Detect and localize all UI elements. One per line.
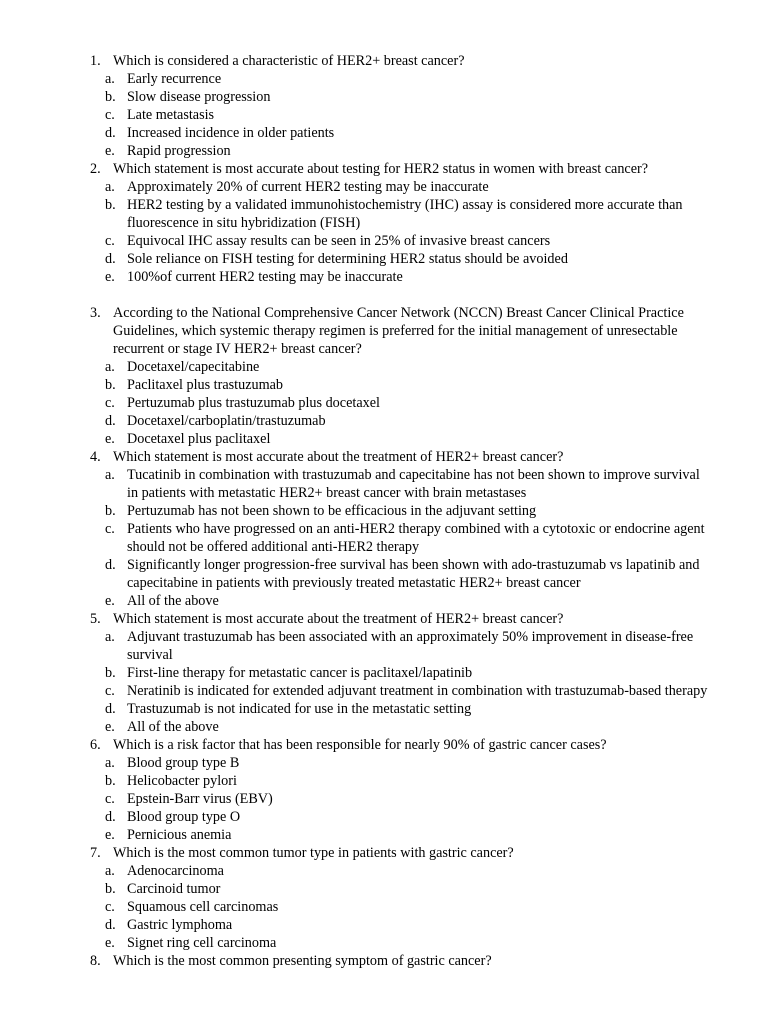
option-text: Patients who have progressed on an anti-HER2 therapy combined with a cytotoxic or endocrine agent should not be offered additional anti-HER2 therapy (127, 521, 705, 555)
question-number: 8. (90, 953, 101, 969)
option-letter: b. (105, 773, 116, 789)
question-6 (0, 736, 768, 754)
answer-option (0, 376, 768, 394)
option-text: Gastric lymphoma (127, 917, 233, 933)
question-7 (0, 844, 768, 862)
option-letter: c. (105, 233, 115, 249)
option-letter: d. (105, 809, 116, 825)
answer-option (0, 412, 768, 430)
option-text: Adjuvant trastuzumab has been associated with an approximately 50% improvement in disease-free survival (127, 629, 694, 663)
answer-option (0, 70, 768, 88)
answer-option (0, 520, 768, 556)
answer-option (0, 898, 768, 916)
answer-option (0, 700, 768, 718)
answer-option (0, 664, 768, 682)
option-letter: b. (105, 89, 116, 105)
answer-option (0, 358, 768, 376)
answer-option (0, 430, 768, 448)
answer-option (0, 142, 768, 160)
answer-option (0, 862, 768, 880)
option-letter: c. (105, 521, 115, 537)
answer-option (0, 718, 768, 736)
option-letter: a. (105, 467, 115, 483)
blank-line (0, 286, 768, 304)
option-letter: e. (105, 593, 115, 609)
option-text: Epstein-Barr virus (EBV) (127, 791, 273, 807)
option-text: Docetaxel/carboplatin/trastuzumab (127, 413, 326, 429)
answer-option (0, 556, 768, 592)
option-letter: d. (105, 251, 116, 267)
question-number: 3. (90, 305, 101, 321)
option-text: Pertuzumab has not been shown to be efficacious in the adjuvant setting (127, 503, 537, 519)
option-text: Increased incidence in older patients (127, 125, 335, 141)
option-letter: a. (105, 863, 115, 879)
answer-option (0, 106, 768, 124)
answer-option (0, 592, 768, 610)
option-letter: c. (105, 395, 115, 411)
option-letter: d. (105, 917, 116, 933)
answer-option (0, 232, 768, 250)
answer-option (0, 178, 768, 196)
question-1 (0, 52, 768, 70)
option-text: Paclitaxel plus trastuzumab (127, 377, 284, 393)
option-letter: e. (105, 143, 115, 159)
option-text: Tucatinib in combination with trastuzumab and capecitabine has not been shown to improve survival in patients with metastatic HER2+ breast cancer with brain metastases (127, 467, 700, 501)
answer-option (0, 754, 768, 772)
answer-option (0, 268, 768, 286)
question-text: Which is a risk factor that has been responsible for nearly 90% of gastric cancer cases? (113, 737, 607, 753)
option-letter: c. (105, 107, 115, 123)
answer-option (0, 628, 768, 664)
option-text: Blood group type O (127, 809, 241, 825)
option-letter: b. (105, 881, 116, 897)
answer-option (0, 88, 768, 106)
option-text: Significantly longer progression-free survival has been shown with ado-trastuzumab vs lapatinib and capecitabine in patients with previously treated metastatic HER2+ breast cancer (127, 557, 700, 591)
option-letter: d. (105, 557, 116, 573)
answer-option (0, 502, 768, 520)
option-text: Helicobacter pylori (127, 773, 237, 789)
question-text: Which is the most common tumor type in patients with gastric cancer? (113, 845, 514, 861)
option-text: Carcinoid tumor (127, 881, 221, 897)
option-text: Sole reliance on FISH testing for determining HER2 status should be avoided (127, 251, 568, 267)
question-number: 2. (90, 161, 101, 177)
option-text: Rapid progression (127, 143, 231, 159)
question-number: 5. (90, 611, 101, 627)
option-letter: e. (105, 269, 115, 285)
option-letter: b. (105, 377, 116, 393)
option-letter: a. (105, 71, 115, 87)
question-number: 7. (90, 845, 101, 861)
option-letter: c. (105, 683, 115, 699)
option-text: Squamous cell carcinomas (127, 899, 279, 915)
option-text: Signet ring cell carcinoma (127, 935, 277, 951)
option-text: Pernicious anemia (127, 827, 232, 843)
question-number: 6. (90, 737, 101, 753)
answer-option (0, 934, 768, 952)
answer-option (0, 808, 768, 826)
option-text: Slow disease progression (127, 89, 271, 105)
option-text: Docetaxel/capecitabine (127, 359, 260, 375)
answer-option (0, 466, 768, 502)
option-letter: a. (105, 359, 115, 375)
option-letter: d. (105, 701, 116, 717)
option-text: All of the above (127, 719, 219, 735)
option-text: Late metastasis (127, 107, 215, 123)
option-letter: a. (105, 629, 115, 645)
answer-option (0, 826, 768, 844)
option-text: HER2 testing by a validated immunohistochemistry (IHC) assay is considered more accurate than fluorescence in situ hybridization (FISH) (127, 197, 683, 231)
option-letter: c. (105, 899, 115, 915)
option-text: Docetaxel plus paclitaxel (127, 431, 271, 447)
question-text: Which is the most common presenting symptom of gastric cancer? (113, 953, 492, 969)
option-letter: d. (105, 413, 116, 429)
option-letter: e. (105, 935, 115, 951)
answer-option (0, 394, 768, 412)
option-text: First-line therapy for metastatic cancer is paclitaxel/lapatinib (127, 665, 473, 681)
option-text: Pertuzumab plus trastuzumab plus docetaxel (127, 395, 380, 411)
option-text: 100%of current HER2 testing may be inaccurate (127, 269, 403, 285)
question-5 (0, 610, 768, 628)
question-8 (0, 952, 768, 970)
option-letter: e. (105, 719, 115, 735)
option-text: Equivocal IHC assay results can be seen in 25% of invasive breast cancers (127, 233, 551, 249)
option-letter: b. (105, 197, 116, 213)
option-letter: b. (105, 503, 116, 519)
question-text: Which is considered a characteristic of HER2+ breast cancer? (113, 53, 465, 69)
question-text: Which statement is most accurate about the treatment of HER2+ breast cancer? (113, 449, 564, 465)
question-3 (0, 304, 768, 358)
option-text: Blood group type B (127, 755, 240, 771)
question-number: 4. (90, 449, 101, 465)
question-number: 1. (90, 53, 101, 69)
option-letter: a. (105, 179, 115, 195)
question-text: Which statement is most accurate about testing for HER2 status in women with breast cancer? (113, 161, 649, 177)
answer-option (0, 124, 768, 142)
option-text: Adenocarcinoma (127, 863, 224, 879)
answer-option (0, 790, 768, 808)
answer-option (0, 772, 768, 790)
answer-option (0, 880, 768, 898)
option-letter: e. (105, 431, 115, 447)
question-2 (0, 160, 768, 178)
answer-option (0, 250, 768, 268)
question-4 (0, 448, 768, 466)
answer-option (0, 682, 768, 700)
answer-option (0, 196, 768, 232)
option-text: Approximately 20% of current HER2 testing may be inaccurate (127, 179, 489, 195)
question-text: Which statement is most accurate about the treatment of HER2+ breast cancer? (113, 611, 564, 627)
option-text: Neratinib is indicated for extended adjuvant treatment in combination with trastuzumab-based therapy (127, 683, 708, 699)
option-text: Early recurrence (127, 71, 222, 87)
option-text: Trastuzumab is not indicated for use in the metastatic setting (127, 701, 472, 717)
option-letter: b. (105, 665, 116, 681)
answer-option (0, 916, 768, 934)
option-letter: a. (105, 755, 115, 771)
option-text: All of the above (127, 593, 219, 609)
question-text: According to the National Comprehensive Cancer Network (NCCN) Breast Cancer Clinical Practice Guidelines, which systemic therapy regimen is preferred for the initial management of unresectable recurrent or stage IV HER2+ breast cancer? (113, 305, 684, 357)
option-letter: e. (105, 827, 115, 843)
option-letter: c. (105, 791, 115, 807)
option-letter: d. (105, 125, 116, 141)
